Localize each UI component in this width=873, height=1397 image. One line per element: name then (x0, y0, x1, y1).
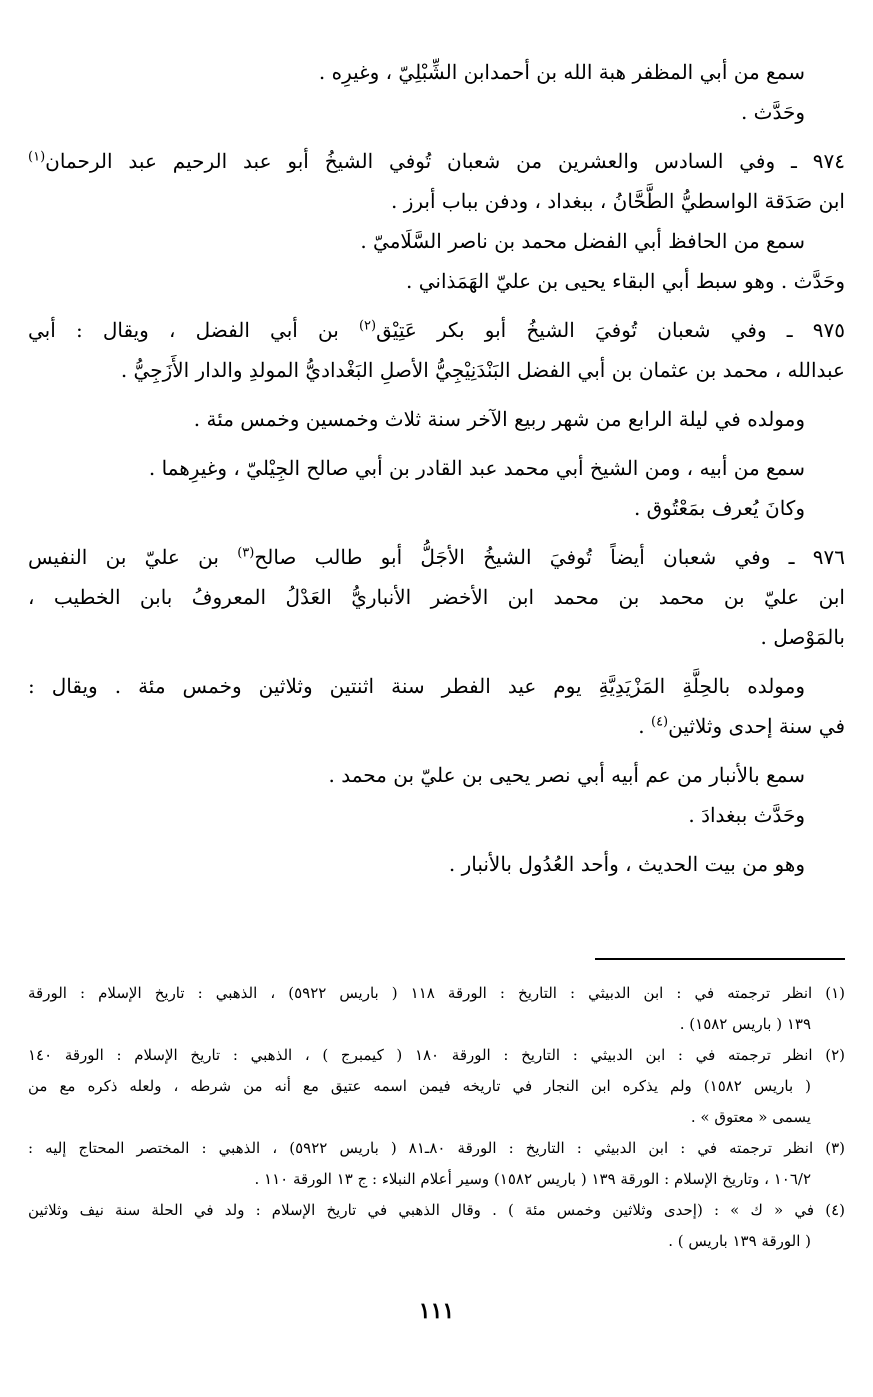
footnote-1 (28, 978, 845, 1040)
footnote-line: ( الورقة ١٣٩ باريس ) . (668, 1232, 811, 1250)
entry-975-text-b: بن أبي الفضل ، ويقال : أبي (28, 318, 339, 342)
text-fragment: في سنة إحدى وثلاثين (668, 714, 845, 738)
footnote-line: ١٠٦/٢ ، وتاريخ الإسلام : الورقة ١٣٩ ( باريس ١٥٨٢) وسير أعلام النبلاء : ج ١٣ الورقة ١١٠ . (254, 1170, 811, 1188)
footnotes (28, 978, 845, 1257)
text-line: وحَدَّث ببغدادَ . (688, 803, 805, 827)
text-line: ابن عليّ بن محمد بن محمد ابن الأخضر الأنباريُّ العَدْلُ المعروفُ بابن الخطيب ، (28, 585, 845, 609)
footnote-line: (٤) في « ك » : (إحدى وثلاثين وخمس مئة ) . وقال الذهبي في تاريخ الإسلام : ولد في الحلة سنة نيف وثلاثين (28, 1201, 845, 1219)
text-line: ومولده في ليلة الرابع من شهر ربيع الآخر سنة ثلاث وخمسين وخمس مئة . (193, 407, 805, 431)
text-line: سمع من الحافظ أبي الفضل محمد بن ناصر السَّلَاميّ . (360, 229, 805, 253)
text-line: ابن صَدَقة الواسطيُّ الطَّحَّانُ ، ببغداد ، ودفن بباب أبرز . (391, 189, 845, 213)
text-line: وهو من بيت الحديث ، وأحد العُدُول بالأنبار . (448, 852, 805, 876)
entry-975-text-a: ٩٧٥ ـ وفي شعبان تُوفيَ الشيخُ أبو بكر عَتِيْق (376, 318, 845, 342)
footnote-separator (595, 958, 845, 960)
entry-974 (28, 141, 845, 301)
entry-heading-line (28, 537, 845, 577)
entry-974-text: ٩٧٤ ـ وفي السادس والعشرين من شعبان تُوفي الشيخُ أبو عبد الرحيم عبد الرحمان (45, 149, 845, 173)
footnote-line: (١) انظر ترجمته في : ابن الدبيثي : التاريخ : الورقة ١١٨ ( باريس ٥٩٢٢) ، الذهبي : تاريخ الإسلام : الورقة (28, 984, 845, 1002)
text-line: وكانَ يُعرف بمَعْتُوق . (633, 496, 805, 520)
footnote-line: (٣) انظر ترجمته في : ابن الدبيثي : التاريخ : الورقة ٨٠ـ٨١ ( باريس ٥٩٢٢) ، الذهبي : المختصر المحتاج إليه : (28, 1139, 845, 1157)
footnote-ref-2: (٢) (358, 318, 377, 334)
text-line (28, 706, 845, 746)
entry-heading-line (28, 141, 845, 181)
footnote-ref-1: (١) (28, 149, 46, 165)
text-line: سمع من أبيه ، ومن الشيخ أبي محمد عبد القادر بن أبي صالح الجِيْليّ ، وغيرِهما . (148, 456, 805, 480)
entry-975 (28, 310, 845, 528)
text-fragment: . (638, 714, 651, 738)
footnote-2 (28, 1040, 845, 1133)
footnote-3 (28, 1133, 845, 1195)
footnote-ref-4: (٤) (650, 714, 669, 730)
text-line: سمع من أبي المظفر هبة الله بن أحمدابن الشِّبْلِيّ ، وغيرِه . (318, 60, 805, 84)
page-number: ١١١ (418, 1298, 455, 1324)
text-line: ومولده بالحِلَّةِ المَزْيَدِيَّةِ يوم عيد الفطر سنة اثنتين وثلاثين وخمس مئة . ويقال : (28, 674, 805, 698)
footnote-line: ١٣٩ ( باريس ١٥٨٢) . (679, 1015, 811, 1033)
text-line: سمع بالأنبار من عم أبيه أبي نصر يحيى بن عليّ بن محمد . (328, 763, 805, 787)
entry-976-text-b: بن عليّ بن النفيس (28, 545, 219, 569)
footnote-4 (28, 1195, 845, 1257)
footnote-line: يسمى « معتوق » . (690, 1108, 811, 1126)
entry-976 (28, 537, 845, 884)
entry-heading-line (28, 310, 845, 350)
text-line: وحَدَّث . (740, 100, 805, 124)
text-line: عبدالله ، محمد بن عثمان بن أبي الفضل البَنْدَنِيْجِيُّ الأصلِ البَغْداديُّ المولدِ والدار الأَزَجِيُّ . (120, 358, 845, 382)
text-line: وحَدَّث . وهو سبط أبي البقاء يحيى بن عليّ الهَمَذاني . (406, 269, 845, 293)
footnote-ref-3: (٣) (237, 545, 255, 561)
text-line: بالمَوْصل . (760, 625, 845, 649)
footnote-line: (٢) انظر ترجمته في : ابن الدبيثي : التاريخ : الورقة ١٨٠ ( كيمبرج ) ، الذهبي : تاريخ الإسلام : الورقة ١٤٠ (28, 1046, 845, 1064)
main-text (28, 52, 845, 884)
footnote-line: ( باريس ١٥٨٢) ولم يذكره ابن النجار في تاريخه فيمن اسمه عتيق مع أنه من شرطه ، ولعله ذكره مع من (28, 1077, 811, 1095)
entry-976-text-a: ٩٧٦ ـ وفي شعبان أيضاً تُوفيَ الشيخُ الأجَلُّ أبو طالب صالح (254, 545, 845, 569)
